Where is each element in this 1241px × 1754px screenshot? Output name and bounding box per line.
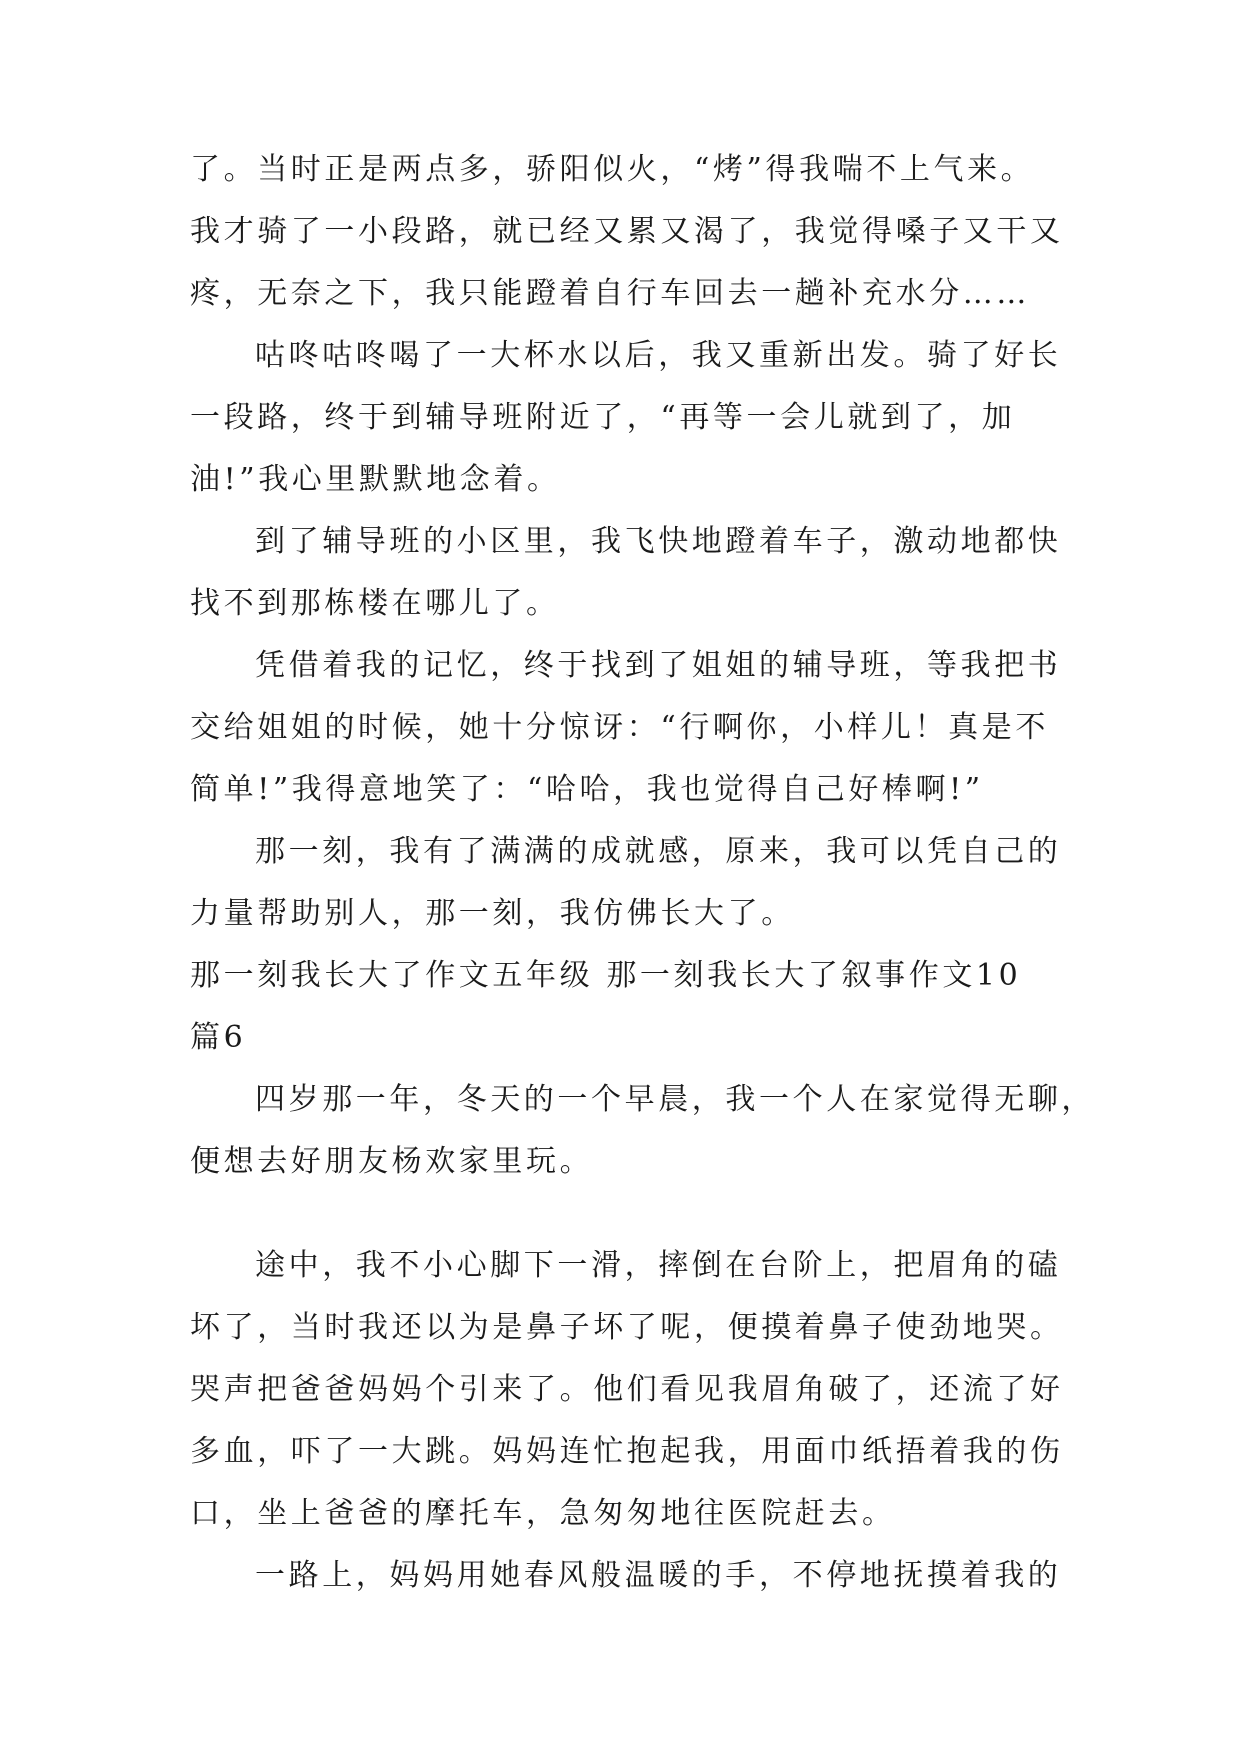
paragraph-first-line: 到了辅导班的小区里，我飞快地蹬着车子，激动地都快 bbox=[255, 524, 1062, 559]
text-line: 多血，吓了一大跳。妈妈连忙抱起我，用面巾纸捂着我的伤 bbox=[190, 1434, 1064, 1469]
text-line: 疼，无奈之下，我只能蹬着自行车回去一趟补充水分…… bbox=[190, 276, 1030, 311]
text-line: 油!”我心里默默地念着。 bbox=[190, 462, 561, 497]
paragraph-first-line: 途中，我不小心脚下一滑，摔倒在台阶上，把眉角的磕 bbox=[255, 1248, 1062, 1283]
text-line: 口，坐上爸爸的摩托车，急匆匆地往医院赶去。 bbox=[190, 1496, 896, 1531]
section-heading: 那一刻我长大了作文五年级 那一刻我长大了叙事作文10 bbox=[190, 958, 1022, 993]
text-line: 力量帮助别人，那一刻，我仿佛长大了。 bbox=[190, 896, 795, 931]
text-line: 哭声把爸爸妈妈个引来了。他们看见我眉角破了，还流了好 bbox=[190, 1372, 1064, 1407]
text-line: 坏了，当时我还以为是鼻子坏了呢，便摸着鼻子使劲地哭。 bbox=[190, 1310, 1064, 1345]
paragraph-first-line: 凭借着我的记忆，终于找到了姐姐的辅导班，等我把书 bbox=[255, 648, 1062, 683]
text-line: 交给姐姐的时候，她十分惊讶：“行啊你，小样儿！真是不 bbox=[190, 710, 1049, 745]
text-line: 我才骑了一小段路，就已经又累又渴了，我觉得嗓子又干又 bbox=[190, 214, 1064, 249]
paragraph-first-line: 四岁那一年，冬天的一个早晨，我一个人在家觉得无聊， bbox=[255, 1082, 1095, 1117]
section-heading-continuation: 篇6 bbox=[190, 1020, 247, 1055]
text-line: 简单!”我得意地笑了：“哈哈，我也觉得自己好棒啊!” bbox=[190, 772, 984, 807]
text-line: 了。当时正是两点多，骄阳似火，“烤”得我喘不上气来。 bbox=[190, 152, 1035, 187]
text-line: 便想去好朋友杨欢家里玩。 bbox=[190, 1144, 594, 1179]
text-line: 一段路，终于到辅导班附近了，“再等一会儿就到了，加 bbox=[190, 400, 1016, 435]
text-line: 找不到那栋楼在哪儿了。 bbox=[190, 586, 560, 621]
paragraph-first-line: 咕咚咕咚喝了一大杯水以后，我又重新出发。骑了好长 bbox=[255, 338, 1062, 373]
paragraph-first-line: 一路上，妈妈用她春风般温暖的手，不停地抚摸着我的 bbox=[255, 1558, 1062, 1593]
paragraph-first-line: 那一刻，我有了满满的成就感，原来，我可以凭自己的 bbox=[255, 834, 1062, 869]
